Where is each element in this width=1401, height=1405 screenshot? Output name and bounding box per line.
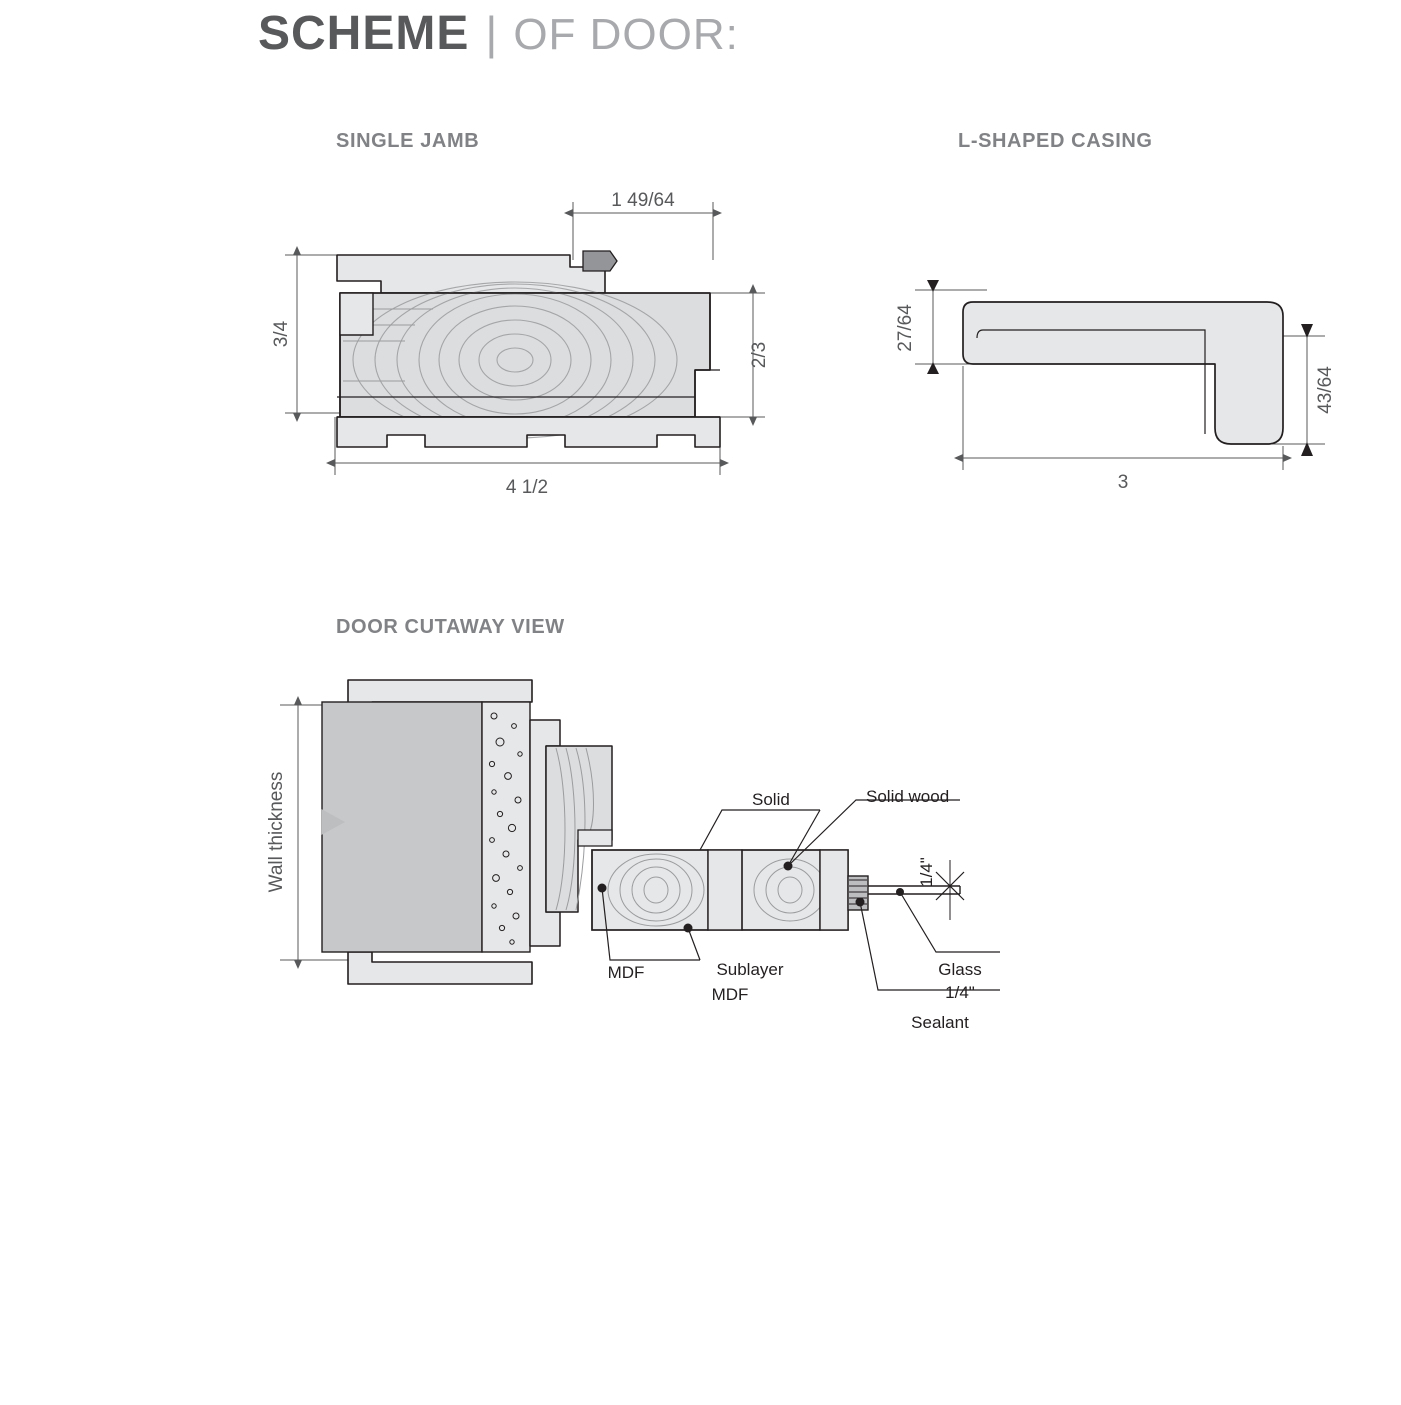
jamb-weatherstrip: [583, 251, 617, 271]
callout-glass: Glass: [938, 960, 982, 979]
callout-solid-wood: Solid wood: [866, 787, 950, 806]
casing-profile: [963, 302, 1283, 444]
cutaway-foam-zone: [482, 702, 530, 952]
title-of-door: OF DOOR:: [513, 10, 739, 59]
jamb-dim-left-label: 3/4: [271, 320, 292, 348]
section-title-door-cutaway-view: DOOR CUTAWAY VIEW: [336, 616, 565, 638]
cutaway-slab-edge: [820, 850, 848, 930]
callout-solid: Solid: [752, 790, 790, 809]
casing-dim-bottom-label: 3: [1117, 472, 1129, 493]
jamb-dim-left: [271, 255, 343, 413]
cutaway-wall-block: [322, 702, 482, 952]
single-jamb-drawing: [265, 185, 785, 515]
jamb-dim-top: [573, 190, 713, 260]
title-scheme: SCHEME: [258, 7, 470, 60]
callout-sealant: Sealant: [911, 1013, 969, 1032]
casing-dim-right-label: 43/64: [1315, 366, 1336, 414]
cutaway-quarter-inch-label: 1/4": [917, 857, 936, 887]
callout-mdf: MDF: [607, 963, 645, 982]
callout-glass-thickness: 1/4": [945, 983, 975, 1002]
callout-sublayer: Sublayer: [716, 960, 784, 979]
wall-thickness-label: Wall thickness: [266, 771, 287, 893]
cutaway-glass-dim: [917, 857, 964, 920]
page-title: [258, 6, 739, 61]
callout-mdf-2: MDF: [711, 985, 749, 1004]
jamb-dim-top-label: 1 49/64: [611, 190, 675, 211]
jamb-bottom-kerf: [337, 417, 720, 447]
title-divider: |: [485, 7, 498, 59]
cutaway-jamb-rabbet: [578, 830, 612, 846]
door-cutaway-drawing: [260, 660, 1080, 1060]
section-title-l-shaped-casing: L-SHAPED CASING: [958, 130, 1153, 152]
casing-dim-left-label: 27/64: [895, 304, 916, 352]
jamb-dim-right-label: 2/3: [749, 341, 770, 369]
jamb-left-notch: [340, 293, 373, 335]
jamb-dim-right: [705, 293, 770, 417]
section-title-single-jamb: SINGLE JAMB: [336, 130, 480, 152]
l-shaped-casing-drawing: [875, 258, 1345, 558]
cutaway-slab-core-gap: [708, 850, 742, 930]
jamb-dim-bottom-label: 4 1/2: [505, 477, 549, 498]
cutaway-casing-bottom: [348, 952, 532, 984]
